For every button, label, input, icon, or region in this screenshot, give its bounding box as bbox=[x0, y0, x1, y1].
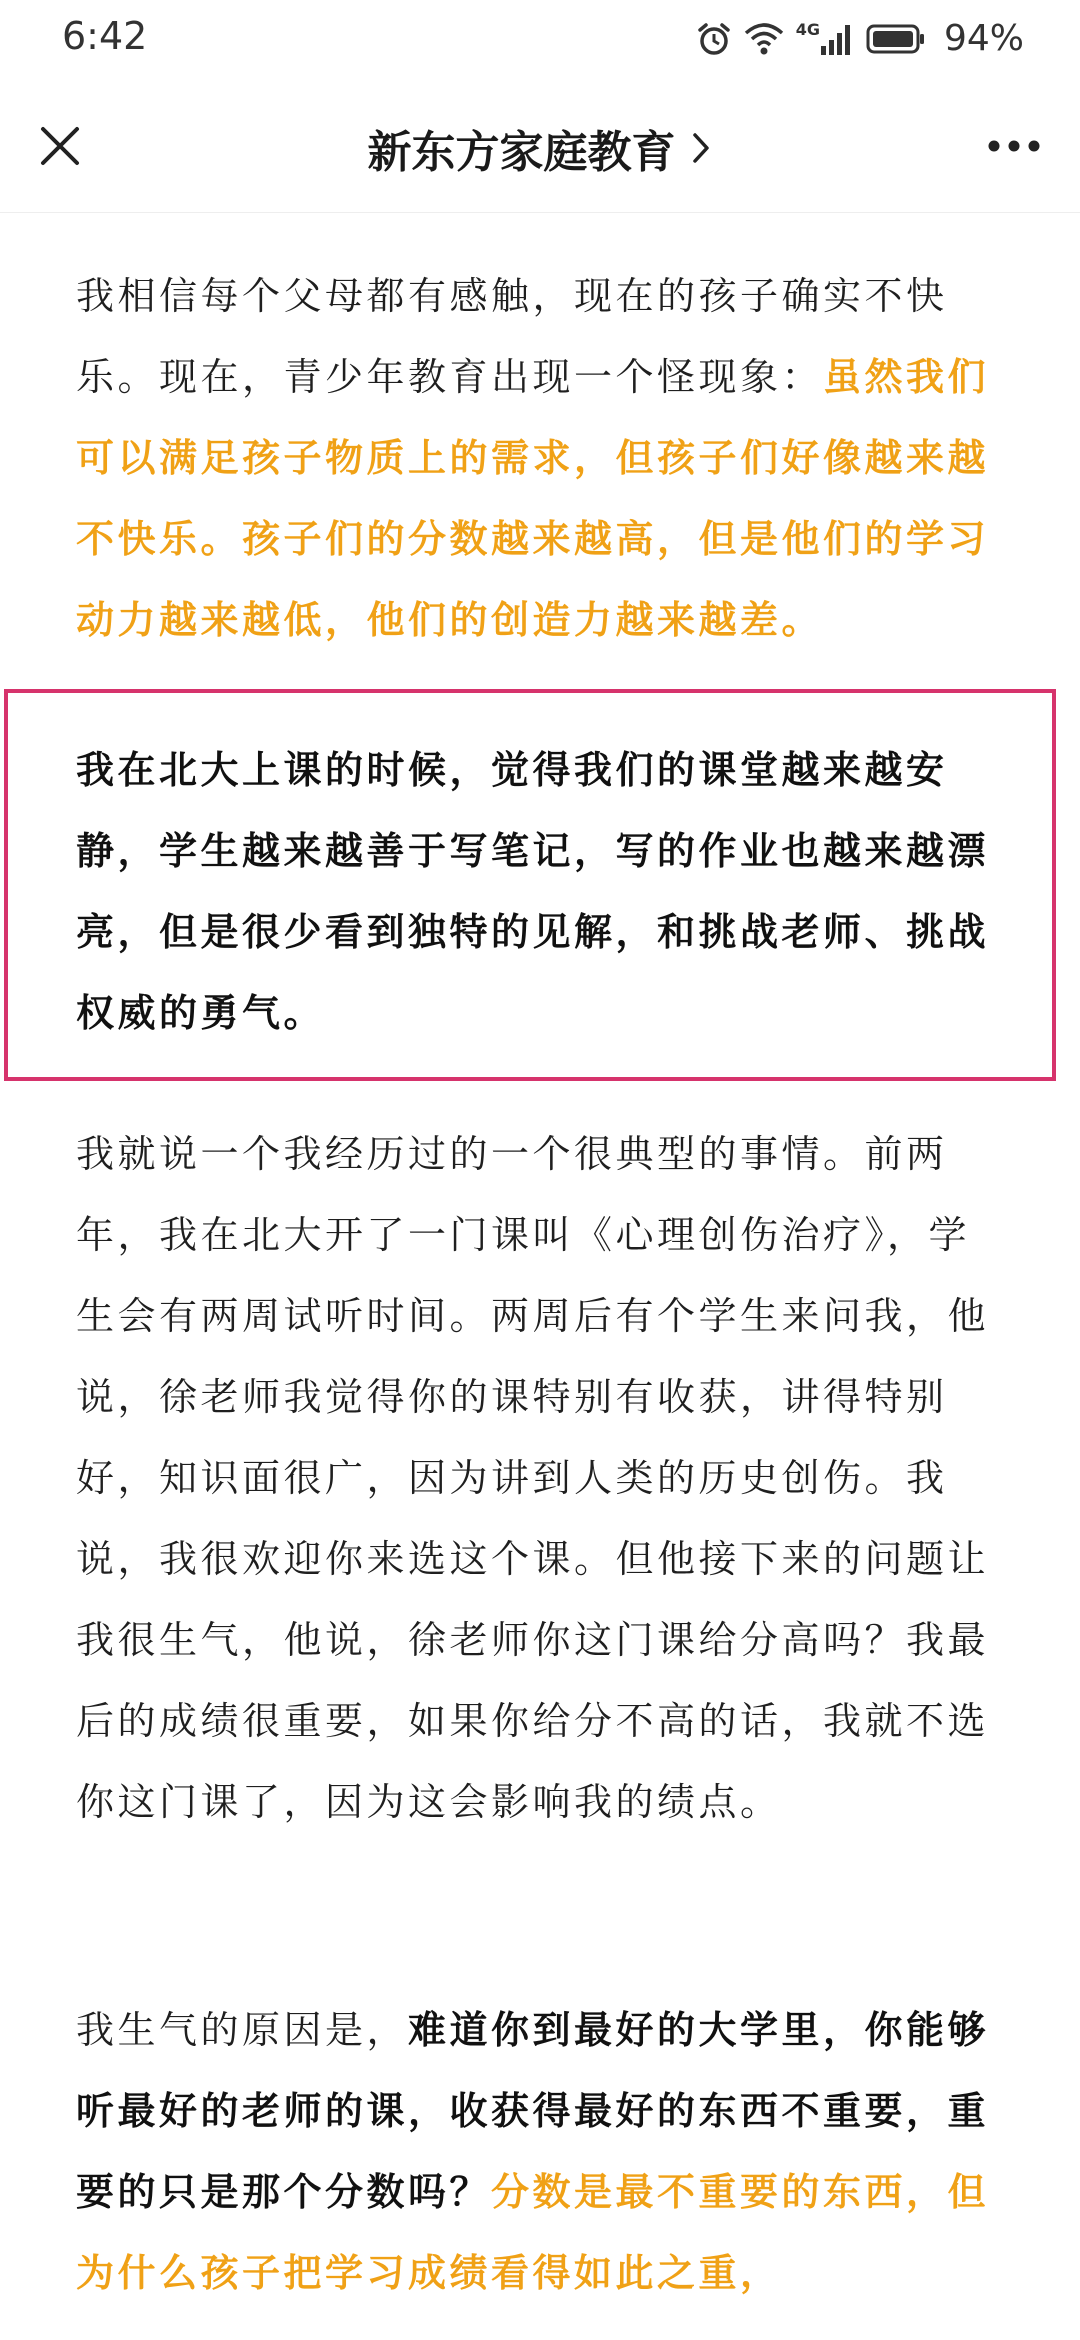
status-icons bbox=[696, 18, 1024, 59]
chevron-right-icon bbox=[691, 129, 713, 167]
paragraph-1-highlight: 虽然我们可以满足孩子物质上的需求，但孩子们好像越来越不快乐。孩子们的分数越来越高，但是他们的学习动力越来越低，他们的创造力越来越差。 bbox=[76, 355, 990, 642]
network-badge: 4G bbox=[795, 20, 820, 39]
status-time: 6:42 bbox=[62, 14, 148, 58]
battery-icon bbox=[866, 23, 926, 55]
paragraph-4 bbox=[76, 1990, 1006, 2314]
paragraph-1 bbox=[76, 256, 1006, 661]
more-dots-icon bbox=[986, 138, 1042, 154]
paragraph-3-text: 我就说一个我经历过的一个很典型的事情。前两年，我在北大开了一门课叫《心理创伤治疗》，学生会有两周试听时间。两周后有个学生来问我，他说，徐老师我觉得你的课特别有收获，讲得特别好，知识面很广，因为讲到人类的历史创伤。我说，我很欢迎你来选这个课。但他接下来的问题让我很生气，他说，徐老师你这门课给分高吗？我最后的成绩很重要，如果你给分不高的话，我就不选你这门课了，因为这会影响我的绩点。 bbox=[76, 1132, 990, 1824]
paragraph-4-highlight: 分数是最不重要的东西，但为什么孩子把学习成绩看得如此之重， bbox=[76, 2170, 990, 2295]
battery-percent: 94% bbox=[943, 18, 1024, 59]
more-options-button[interactable] bbox=[978, 114, 1050, 178]
account-title-link[interactable] bbox=[0, 116, 1080, 180]
nav-bar bbox=[0, 82, 1080, 213]
paragraph-2-bold-text: 我在北大上课的时候，觉得我们的课堂越来越安静，学生越来越善于写笔记，写的作业也越来越漂亮，但是很少看到独特的见解，和挑战老师、挑战权威的勇气。 bbox=[76, 748, 990, 1035]
paragraph-4-text: 我生气的原因是， bbox=[76, 2008, 409, 2052]
paragraph-1-text: 我相信每个父母都有感触，现在的孩子确实不快乐。现在，青少年教育出现一个怪现象： bbox=[76, 274, 948, 399]
alarm-icon bbox=[696, 21, 732, 57]
cellular-signal-icon bbox=[820, 22, 854, 56]
page-title: 新东方家庭教育 bbox=[367, 127, 676, 178]
status-bar bbox=[0, 0, 1080, 82]
paragraph-2 bbox=[76, 730, 1006, 1054]
paragraph-3 bbox=[76, 1114, 1006, 1843]
paragraph-4-bold-text: 难道你到最好的大学里，你能够听最好的老师的课，收获得最好的东西不重要，重要的只是那个分数吗？ bbox=[76, 2008, 990, 2214]
article-body bbox=[76, 256, 1006, 661]
wifi-icon bbox=[744, 21, 784, 57]
